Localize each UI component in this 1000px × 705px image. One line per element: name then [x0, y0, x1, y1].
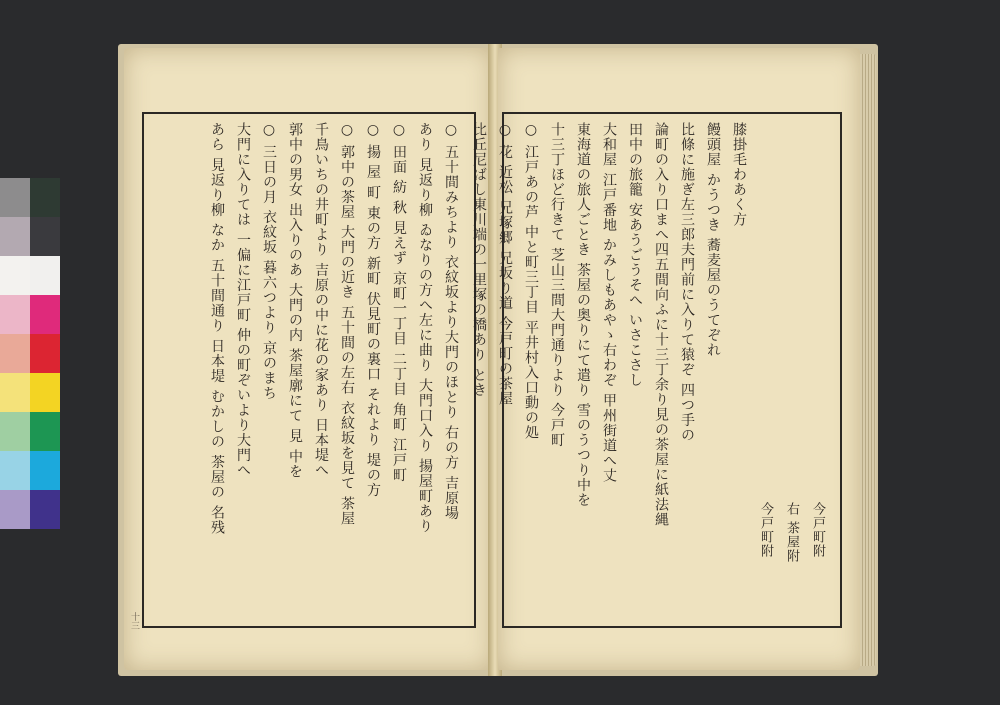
color-swatch	[30, 295, 60, 334]
page-edges	[860, 54, 876, 666]
color-swatch	[0, 451, 30, 490]
color-swatch	[30, 217, 60, 256]
text-column: 郭中の男女 出入りのあ 大門の内 茶屋廓にて 見 中を	[287, 122, 303, 480]
text-column: ○ 五十間みちより 衣紋坂より大門のほとり 右の方 吉原場	[443, 122, 459, 521]
folio-number: 十三	[129, 612, 139, 630]
text-column: 十三丁ほど行きて 芝山三間大門通りより 今戸町	[549, 122, 565, 448]
text-column: ○ 田面 紡 秋 見えず 京町一丁目 二丁目 角町 江戸町	[391, 122, 407, 483]
left-page-text-frame	[142, 112, 476, 628]
left-page-text	[154, 122, 464, 618]
text-column: ○ 花 近松 兄塚郷 兄坂り道 今戸町の茶屋	[497, 122, 513, 407]
text-column: 比丘尼ばし東川端の一里塚の橋あり とき	[471, 122, 487, 398]
color-swatch	[0, 490, 30, 529]
color-swatch	[30, 490, 60, 529]
open-book	[118, 44, 878, 676]
signature-column: 今戸町附	[810, 502, 825, 558]
text-column: 饅頭屋 かうつき 蕎麦屋のうてぞれ	[705, 122, 721, 358]
color-swatch	[0, 412, 30, 451]
left-page	[124, 48, 492, 670]
text-column: 大門に入りては 一偏に江戸町 仲の町ぞいより大門へ	[235, 122, 251, 478]
right-page-text-frame	[471, 112, 842, 628]
right-page	[471, 48, 860, 670]
color-swatch	[30, 451, 60, 490]
text-column: 大和屋 江戸番地 かみしもあやゝ右わぞ 甲州街道へ丈	[601, 122, 617, 484]
color-swatch	[0, 256, 30, 295]
text-column: 論町の入り口まへ四五間向ふに十三丁余り見の茶屋に紙法縄	[653, 122, 669, 527]
text-column: ○ 郭中の茶屋 大門の近き 五十間の左右 衣紋坂を見て 茶屋	[339, 122, 355, 527]
right-page-text	[471, 122, 830, 618]
text-column: 比條に施ぎ左三郎夫門前に入りて猿ぞ 四つ手の	[679, 122, 695, 443]
color-swatch	[0, 217, 30, 256]
signature-column: 今戸町附	[758, 502, 773, 558]
signature-column: 右 茶屋附	[784, 502, 799, 564]
color-calibration-chart	[0, 178, 60, 530]
text-column: ○ 揚 屋 町 東の方 新町 伏見町の裏口 それより 堤の方	[365, 122, 381, 498]
color-swatch	[0, 178, 30, 217]
color-swatch	[0, 334, 30, 373]
text-column: 膝掛毛わあく方	[731, 122, 747, 227]
color-swatch	[30, 412, 60, 451]
text-column: 東海道の旅人ごとき 茶屋の奥りにて遣り 雪のうつり中を	[575, 122, 591, 508]
color-swatch	[30, 178, 60, 217]
text-column: 田中の旅籠 安あうごうそへ いさこさし	[627, 122, 643, 388]
color-swatch	[30, 373, 60, 412]
color-swatch	[30, 256, 60, 295]
text-column: 千鳥いちの井町より 吉原の中に花の家あり 日本堤へ	[313, 122, 329, 478]
text-column: あら 見返り柳 なか 五十間通り 日本堤 むかしの 茶屋の 名残	[209, 122, 225, 536]
text-column: ○ 江戸あの芦 中と町三丁目 平井村入口動の処	[523, 122, 539, 441]
color-swatch	[30, 334, 60, 373]
color-swatch	[0, 295, 30, 334]
text-column: ○ 三日の月 衣紋坂 暮六つより 京のまち	[261, 122, 277, 401]
text-column: あり 見返り柳 ゐなりの方へ左に曲り 大門口入り 揚屋町あり	[417, 122, 433, 534]
color-swatch	[0, 373, 30, 412]
